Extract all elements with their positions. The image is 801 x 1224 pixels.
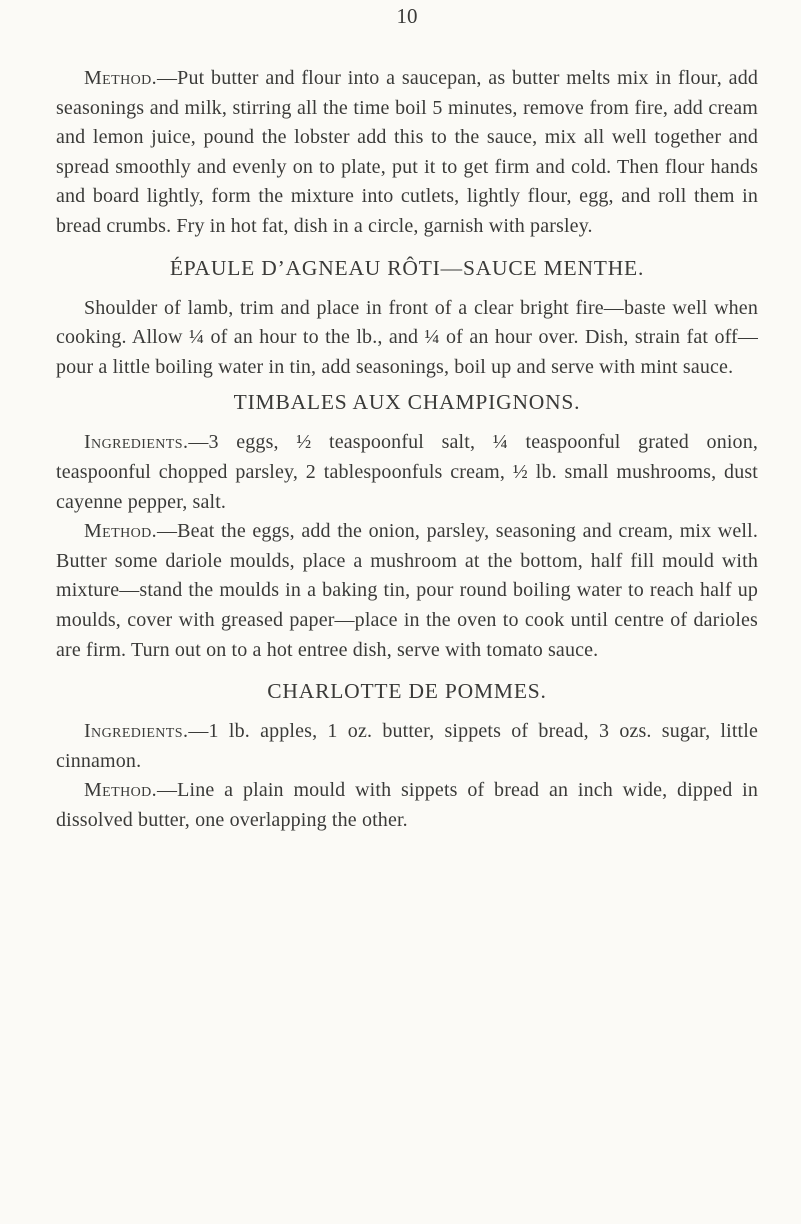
lobster-method-text: —Put butter and flour into a saucepan, as butter melts mix in flour, add seasonings and milk, stirring all the time boil 5 minutes, remove from fire, add cream and lemon juice, pound the lobster add this to the sauce, mix all well together and spread smoothly and evenly on to plate, put it to get firm and cold. Then flour hands and board lightly, form the mixture into cutlets, lightly flour, egg, and roll them in bread crumbs. Fry in hot fat, dish in a circle, garnish with parsley. [56, 67, 758, 237]
charlotte-method-text: —Line a plain mould with sippets of bread an inch wide, dipped in dissolved butter, one overlapping the other. [56, 779, 758, 831]
timbales-ingredients-text: —3 eggs, ½ teaspoonful salt, ¼ teaspoonful grated onion, teaspoonful chopped parsley, 2 tablespoonfuls cream, ½ lb. small mushrooms, dust cayenne pepper, salt. [56, 431, 758, 513]
lobster-method-paragraph [56, 64, 758, 242]
charlotte-ingredients-text: —1 lb. apples, 1 oz. butter, sippets of bread, 3 ozs. sugar, little cinnamon. [56, 720, 758, 772]
epaule-text: Shoulder of lamb, trim and place in front of a clear bright fire—baste well when cooking. Allow ¼ of an hour to the lb., and ¼ of an hour over. Dish, strain fat off—pour a little boiling water in tin, add seasonings, boil up and serve with mint sauce. [56, 296, 758, 378]
ingredients-lead: Ingredients. [84, 431, 189, 454]
method-lead: Method. [84, 67, 158, 89]
ingredients-lead: Ingredients. [84, 720, 189, 743]
epaule-title: ÉPAULE D’AGNEAU RÔTI—SAUCE MENTHE. [169, 255, 645, 280]
method-lead: Method. [84, 779, 158, 802]
charlotte-ingredients-paragraph [56, 717, 758, 776]
charlotte-method-paragraph [56, 776, 758, 835]
timbales-ingredients-paragraph [56, 428, 758, 517]
method-lead: Method. [84, 520, 158, 543]
charlotte-title: CHARLOTTE DE POMMES. [267, 679, 547, 704]
timbales-title: TIMBALES AUX CHAMPIGNONS. [233, 390, 581, 415]
timbales-method-paragraph [56, 517, 758, 665]
page-number: 10 [396, 4, 418, 28]
timbales-method-text: —Beat the eggs, add the onion, parsley, seasoning and cream, mix well. Butter some dariole moulds, place a mushroom at the bottom, half fill mould with mixture—stand the moulds in a baking tin, pour round boiling water to reach half up moulds, cover with greased paper—place in the oven to cook until centre of darioles are firm. Turn out on to a hot entree dish, serve with tomato sauce. [56, 520, 758, 661]
page-content [56, 64, 758, 835]
epaule-paragraph [56, 294, 758, 383]
